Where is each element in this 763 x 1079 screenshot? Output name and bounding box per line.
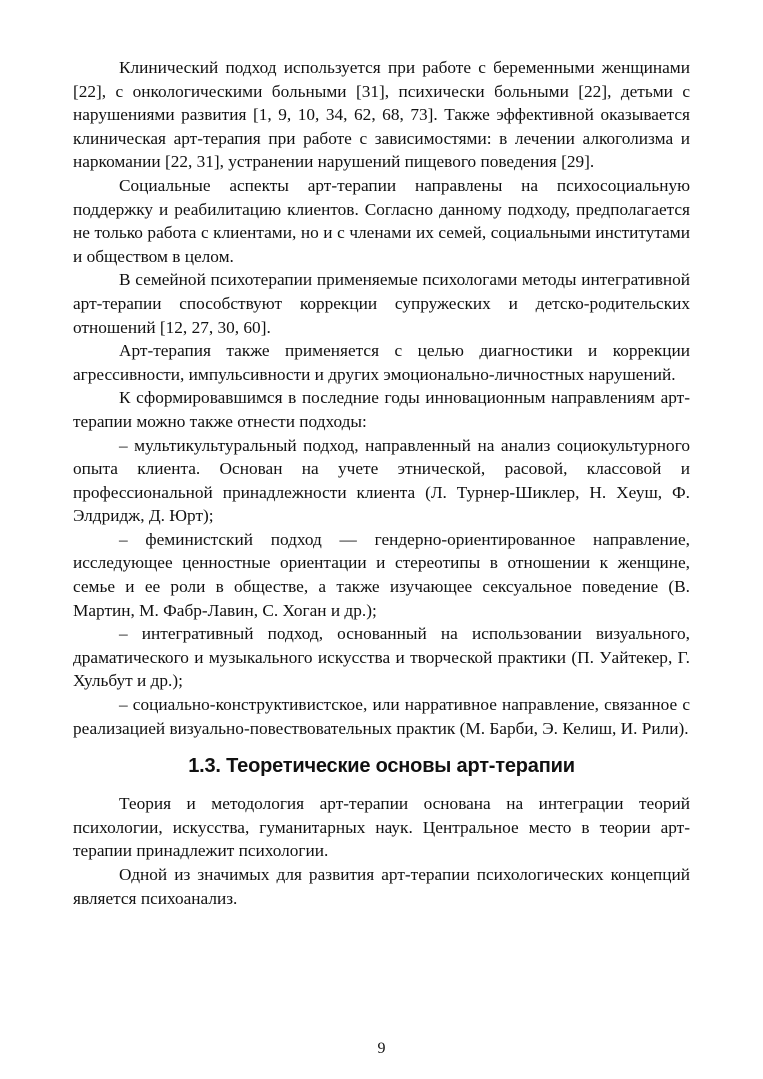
page-number: 9 [377,1040,386,1057]
list-item-feminist: – феминистский подход — гендерно-ориентированное направление, исследующее ценностные ориентации и стереотипы в отношении к женщине, семье и ее роли в обществе, а также изучающее сексуальное поведение (В. Мартин, М. Фабр-Лавин, С. Хоган и др.); [73,529,690,620]
paragraph-psychoanalysis: Одной из значимых для развития арт-терапии психологических концепций является психоанализ. [73,865,690,908]
page-body [73,56,690,910]
section-heading: 1.3. Теоретические основы арт-терапии [188,755,575,778]
list-item-multicultural: – мультикультуральный подход, направленный на анализ социокультурного опыта клиента. Основан на учете этнической, расовой, классовой и профессиональной принадлежности клиента (Л. Турнер-Шиклер, Н. Хеуш, Ф. Элдридж, Д. Юрт); [73,435,690,526]
paragraph-social-aspects: Социальные аспекты арт-терапии направлены на психосоциальную поддержку и реабилитацию клиентов. Согласно данному подходу, предполагается не только работа с клиентами, но и с членами их семей, социальными институтами и обществом в целом. [73,175,690,266]
paragraph-innovative-directions: К сформировавшимся в последние годы инновационным направлениям арт-терапии можно также отнести подходы: [73,388,690,431]
list-item-integrative: – интегративный подход, основанный на использовании визуального, драматического и музыкального искусства и творческой практики (П. Уайтекер, Г. Хульбут и др.); [73,624,690,691]
paragraph-diagnostics: Арт-терапия также применяется с целью диагностики и коррекции агрессивности, импульсивности и других эмоционально-личностных нарушений. [73,341,690,384]
paragraph-family-therapy: В семейной психотерапии применяемые психологами методы интегративной арт-терапии способствуют коррекции супружеских и детско-родительских отношений [12, 27, 30, 60]. [73,270,690,337]
paragraph-clinical-approach: Клинический подход используется при работе с беременными женщинами [22], с онкологическими больными [31], психически больными [22], детьми с нарушениями развития [1, 9, 10, 34, 62, 68, 73]. Также эффективной оказывается клиническая арт-терапия при работе с зависимостями: в лечении алкоголизма и наркомании [22, 31], устранении нарушений пищевого поведения [29]. [73,58,690,172]
list-item-narrative: – социально-конструктивистское, или нарративное направление, связанное с реализацией визуально-повествовательных практик (М. Барби, Э. Келиш, И. Рили). [73,695,690,738]
paragraph-theory-methodology: Теория и методология арт-терапии основана на интеграции теорий психологии, искусства, гуманитарных наук. Центральное место в теории арт-терапии принадлежит психологии. [73,794,690,861]
